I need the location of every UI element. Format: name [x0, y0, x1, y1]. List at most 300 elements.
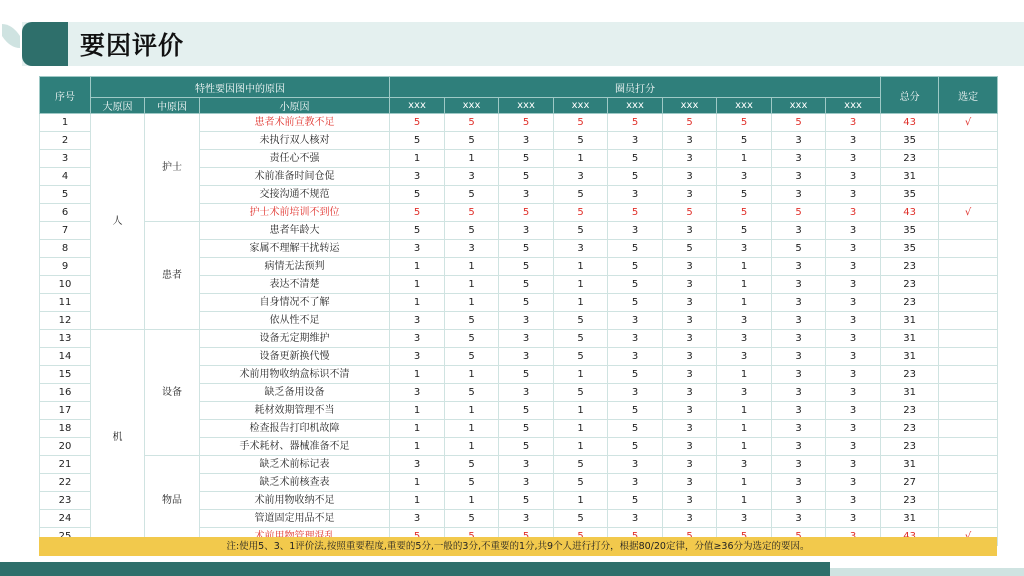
- row-index: 8: [40, 240, 91, 258]
- row-index: 12: [40, 312, 91, 330]
- score-cell: 3: [772, 492, 826, 510]
- score-cell: 3: [663, 276, 717, 294]
- score-cell: 5: [445, 204, 499, 222]
- header-total: 总分: [881, 77, 939, 114]
- small-cause-cell: 交接沟通不规范: [200, 186, 390, 204]
- small-cause-cell: 管道固定用品不足: [200, 510, 390, 528]
- score-cell: 5: [499, 492, 554, 510]
- score-cell: 3: [608, 132, 663, 150]
- score-cell: 5: [499, 240, 554, 258]
- mid-cause-cell: 护士: [145, 114, 200, 222]
- row-index: 21: [40, 456, 91, 474]
- score-cell: 5: [499, 258, 554, 276]
- score-cell: 5: [445, 384, 499, 402]
- score-cell: 3: [826, 384, 881, 402]
- score-cell: 5: [554, 456, 608, 474]
- score-cell: 3: [663, 258, 717, 276]
- total-cell: 23: [881, 366, 939, 384]
- row-index: 20: [40, 438, 91, 456]
- score-cell: 1: [390, 294, 445, 312]
- score-cell: 1: [717, 276, 772, 294]
- score-cell: 3: [663, 456, 717, 474]
- score-cell: 1: [554, 402, 608, 420]
- score-cell: 5: [445, 222, 499, 240]
- score-cell: 5: [554, 222, 608, 240]
- score-cell: 3: [445, 168, 499, 186]
- score-cell: 3: [499, 330, 554, 348]
- score-cell: 1: [554, 276, 608, 294]
- row-index: 14: [40, 348, 91, 366]
- score-cell: 3: [608, 330, 663, 348]
- selected-cell: [939, 150, 998, 168]
- score-cell: 3: [772, 186, 826, 204]
- score-cell: 3: [390, 240, 445, 258]
- score-cell: 5: [445, 312, 499, 330]
- score-cell: 5: [608, 366, 663, 384]
- small-cause-cell: 设备更新换代慢: [200, 348, 390, 366]
- score-cell: 1: [554, 150, 608, 168]
- small-cause-cell: 缺乏术前核查表: [200, 474, 390, 492]
- small-cause-cell: 耗材效期管理不当: [200, 402, 390, 420]
- score-cell: 3: [554, 240, 608, 258]
- score-cell: 3: [608, 312, 663, 330]
- score-cell: 5: [554, 204, 608, 222]
- small-cause-cell: 检查报告打印机故障: [200, 420, 390, 438]
- score-cell: 5: [608, 438, 663, 456]
- selected-cell: [939, 330, 998, 348]
- row-index: 10: [40, 276, 91, 294]
- small-cause-cell: 家属不理解干扰转运: [200, 240, 390, 258]
- header-rater: xxx: [663, 98, 717, 114]
- row-index: 23: [40, 492, 91, 510]
- corner-decoration-icon: [0, 22, 22, 50]
- footnote: 注:使用5、3、1评价法,按照重要程度,重要的5分,一般的3分,不重要的1分,共9个人进行打分，根据80/20定律，分值≥36分为选定的要因。: [39, 537, 997, 556]
- score-cell: 3: [826, 294, 881, 312]
- score-cell: 1: [390, 150, 445, 168]
- score-cell: 3: [390, 330, 445, 348]
- total-cell: 23: [881, 420, 939, 438]
- selected-cell: [939, 384, 998, 402]
- score-cell: 5: [499, 366, 554, 384]
- small-cause-cell: 缺乏术前标记表: [200, 456, 390, 474]
- score-cell: 3: [772, 366, 826, 384]
- small-cause-cell: 术前用物收纳盒标识不清: [200, 366, 390, 384]
- score-cell: 5: [554, 312, 608, 330]
- score-cell: 1: [390, 474, 445, 492]
- score-cell: 5: [608, 204, 663, 222]
- score-cell: 5: [554, 186, 608, 204]
- score-cell: 3: [826, 312, 881, 330]
- score-cell: 5: [445, 510, 499, 528]
- score-cell: 1: [390, 258, 445, 276]
- total-cell: 31: [881, 312, 939, 330]
- title-accent-block: [22, 22, 68, 66]
- score-cell: 5: [717, 114, 772, 132]
- row-index: 24: [40, 510, 91, 528]
- score-cell: 5: [608, 276, 663, 294]
- score-cell: 3: [663, 348, 717, 366]
- header-mid-cause: 中原因: [145, 98, 200, 114]
- page-title: 要因评价: [80, 31, 185, 60]
- score-cell: 3: [499, 186, 554, 204]
- score-cell: 3: [390, 348, 445, 366]
- score-cell: 3: [826, 168, 881, 186]
- score-cell: 3: [663, 150, 717, 168]
- row-index: 7: [40, 222, 91, 240]
- score-cell: 3: [772, 258, 826, 276]
- score-cell: 5: [608, 420, 663, 438]
- score-cell: 3: [826, 348, 881, 366]
- score-cell: 5: [554, 132, 608, 150]
- score-cell: 5: [554, 474, 608, 492]
- small-cause-cell: 术前用物收纳不足: [200, 492, 390, 510]
- score-cell: 5: [608, 294, 663, 312]
- score-cell: 5: [772, 114, 826, 132]
- small-cause-cell: 护士术前培训不到位: [200, 204, 390, 222]
- score-cell: 3: [608, 222, 663, 240]
- row-index: 2: [40, 132, 91, 150]
- score-cell: 5: [499, 294, 554, 312]
- header-rater: xxx: [608, 98, 663, 114]
- score-cell: 1: [445, 438, 499, 456]
- selected-cell: [939, 348, 998, 366]
- selected-cell: [939, 474, 998, 492]
- score-cell: 1: [717, 474, 772, 492]
- score-cell: 5: [445, 186, 499, 204]
- score-cell: 5: [499, 204, 554, 222]
- score-cell: 5: [499, 276, 554, 294]
- score-cell: 5: [445, 114, 499, 132]
- row-index: 5: [40, 186, 91, 204]
- score-cell: 1: [554, 258, 608, 276]
- score-cell: 1: [554, 420, 608, 438]
- total-cell: 35: [881, 132, 939, 150]
- score-cell: 5: [445, 456, 499, 474]
- total-cell: 31: [881, 510, 939, 528]
- score-cell: 1: [554, 366, 608, 384]
- score-cell: 5: [554, 330, 608, 348]
- score-cell: 1: [717, 402, 772, 420]
- score-cell: 3: [772, 348, 826, 366]
- score-cell: 1: [717, 294, 772, 312]
- header-cause-group: 特性要因图中的原因: [91, 77, 390, 98]
- score-cell: 3: [826, 114, 881, 132]
- score-cell: 1: [390, 366, 445, 384]
- footer-bar-light: [830, 568, 1024, 576]
- score-cell: 3: [390, 168, 445, 186]
- total-cell: 31: [881, 456, 939, 474]
- small-cause-cell: 术前准备时间仓促: [200, 168, 390, 186]
- total-cell: 23: [881, 276, 939, 294]
- row-index: 22: [40, 474, 91, 492]
- score-cell: 3: [717, 348, 772, 366]
- score-cell: 3: [663, 492, 717, 510]
- score-cell: 3: [826, 420, 881, 438]
- evaluation-table: [39, 76, 998, 546]
- score-cell: 1: [445, 420, 499, 438]
- small-cause-cell: 设备无定期维护: [200, 330, 390, 348]
- total-cell: 31: [881, 384, 939, 402]
- header-rater: xxx: [390, 98, 445, 114]
- score-cell: 3: [608, 186, 663, 204]
- score-cell: 3: [554, 168, 608, 186]
- score-cell: 5: [554, 510, 608, 528]
- score-cell: 3: [663, 402, 717, 420]
- score-cell: 5: [390, 204, 445, 222]
- total-cell: 43: [881, 114, 939, 132]
- small-cause-cell: 责任心不强: [200, 150, 390, 168]
- mid-cause-cell: 设备: [145, 330, 200, 456]
- small-cause-cell: 表达不清楚: [200, 276, 390, 294]
- score-cell: 3: [499, 474, 554, 492]
- score-cell: 5: [499, 114, 554, 132]
- score-cell: 3: [499, 312, 554, 330]
- table-row: [40, 330, 998, 348]
- big-cause-cell: 机: [91, 330, 145, 546]
- score-cell: 1: [554, 438, 608, 456]
- header-index: 序号: [40, 77, 91, 114]
- score-cell: 5: [499, 150, 554, 168]
- score-cell: 3: [717, 312, 772, 330]
- header-rater: xxx: [554, 98, 608, 114]
- row-index: 1: [40, 114, 91, 132]
- score-cell: 5: [390, 132, 445, 150]
- header-rater: xxx: [499, 98, 554, 114]
- score-cell: 1: [390, 402, 445, 420]
- small-cause-cell: 依从性不足: [200, 312, 390, 330]
- small-cause-cell: 病情无法预判: [200, 258, 390, 276]
- row-index: 6: [40, 204, 91, 222]
- score-cell: 3: [717, 240, 772, 258]
- score-cell: 3: [772, 456, 826, 474]
- score-cell: 1: [554, 294, 608, 312]
- score-cell: 5: [608, 402, 663, 420]
- selected-cell: [939, 222, 998, 240]
- score-cell: 3: [772, 222, 826, 240]
- score-cell: 5: [608, 492, 663, 510]
- score-cell: 3: [663, 222, 717, 240]
- score-cell: 3: [717, 510, 772, 528]
- score-cell: 3: [826, 276, 881, 294]
- table-row: [40, 114, 998, 132]
- header-rater: xxx: [826, 98, 881, 114]
- total-cell: 23: [881, 492, 939, 510]
- score-cell: 3: [663, 312, 717, 330]
- score-cell: 5: [499, 420, 554, 438]
- score-cell: 3: [772, 438, 826, 456]
- selected-cell: [939, 240, 998, 258]
- score-cell: 3: [608, 348, 663, 366]
- mid-cause-cell: 物品: [145, 456, 200, 546]
- selected-cell: [939, 402, 998, 420]
- score-cell: 1: [445, 294, 499, 312]
- total-cell: 27: [881, 474, 939, 492]
- header-rater: xxx: [445, 98, 499, 114]
- score-cell: 3: [499, 510, 554, 528]
- selected-cell: √: [939, 204, 998, 222]
- score-cell: 1: [390, 276, 445, 294]
- score-cell: 5: [608, 258, 663, 276]
- score-cell: 5: [499, 402, 554, 420]
- selected-cell: [939, 186, 998, 204]
- row-index: 13: [40, 330, 91, 348]
- score-cell: 3: [608, 456, 663, 474]
- selected-cell: [939, 168, 998, 186]
- total-cell: 23: [881, 150, 939, 168]
- score-cell: 3: [663, 420, 717, 438]
- total-cell: 31: [881, 348, 939, 366]
- total-cell: 23: [881, 438, 939, 456]
- score-cell: 3: [772, 294, 826, 312]
- score-cell: 3: [663, 366, 717, 384]
- score-cell: 3: [772, 312, 826, 330]
- score-cell: 5: [554, 384, 608, 402]
- score-cell: 3: [826, 186, 881, 204]
- score-cell: 3: [826, 132, 881, 150]
- selected-cell: [939, 456, 998, 474]
- header-rater: xxx: [717, 98, 772, 114]
- score-cell: 3: [826, 150, 881, 168]
- row-index: 4: [40, 168, 91, 186]
- score-cell: 3: [499, 456, 554, 474]
- score-cell: 3: [663, 438, 717, 456]
- score-cell: 1: [554, 492, 608, 510]
- score-cell: 3: [826, 492, 881, 510]
- score-cell: 1: [445, 366, 499, 384]
- selected-cell: [939, 132, 998, 150]
- selected-cell: [939, 312, 998, 330]
- score-cell: 1: [717, 150, 772, 168]
- score-cell: 5: [772, 240, 826, 258]
- score-cell: 5: [499, 168, 554, 186]
- score-cell: 1: [445, 492, 499, 510]
- score-cell: 5: [663, 240, 717, 258]
- score-cell: 3: [663, 132, 717, 150]
- header-small-cause: 小原因: [200, 98, 390, 114]
- score-cell: 1: [390, 492, 445, 510]
- score-cell: 3: [663, 168, 717, 186]
- score-cell: 3: [772, 168, 826, 186]
- score-cell: 3: [390, 384, 445, 402]
- score-cell: 3: [608, 474, 663, 492]
- table-body: [40, 114, 998, 546]
- small-cause-cell: 患者年龄大: [200, 222, 390, 240]
- score-cell: 5: [663, 204, 717, 222]
- score-cell: 5: [608, 168, 663, 186]
- score-cell: 3: [772, 150, 826, 168]
- score-cell: 3: [499, 384, 554, 402]
- score-cell: 1: [717, 492, 772, 510]
- total-cell: 35: [881, 222, 939, 240]
- selected-cell: √: [939, 114, 998, 132]
- header-score-group: 圈员打分: [390, 77, 881, 98]
- total-cell: 31: [881, 330, 939, 348]
- total-cell: 35: [881, 240, 939, 258]
- score-cell: 5: [445, 474, 499, 492]
- score-cell: 3: [499, 348, 554, 366]
- score-cell: 5: [717, 204, 772, 222]
- score-cell: 5: [772, 204, 826, 222]
- score-cell: 1: [390, 438, 445, 456]
- score-cell: 3: [826, 258, 881, 276]
- score-cell: 3: [608, 384, 663, 402]
- score-cell: 5: [717, 132, 772, 150]
- score-cell: 3: [826, 474, 881, 492]
- score-cell: 3: [663, 294, 717, 312]
- score-cell: 5: [554, 348, 608, 366]
- score-cell: 3: [826, 222, 881, 240]
- row-index: 17: [40, 402, 91, 420]
- selected-cell: [939, 492, 998, 510]
- small-cause-cell: 手术耗材、器械准备不足: [200, 438, 390, 456]
- score-cell: 3: [826, 366, 881, 384]
- score-cell: 3: [772, 132, 826, 150]
- small-cause-cell: 缺乏备用设备: [200, 384, 390, 402]
- score-cell: 3: [826, 438, 881, 456]
- score-cell: 3: [663, 330, 717, 348]
- score-cell: 3: [663, 384, 717, 402]
- score-cell: 1: [445, 402, 499, 420]
- selected-cell: [939, 438, 998, 456]
- score-cell: 1: [445, 258, 499, 276]
- footer-bar: [0, 562, 830, 576]
- score-cell: 3: [663, 474, 717, 492]
- small-cause-cell: 自身情况不了解: [200, 294, 390, 312]
- row-index: 15: [40, 366, 91, 384]
- total-cell: 31: [881, 168, 939, 186]
- score-cell: 3: [772, 474, 826, 492]
- score-cell: 3: [390, 510, 445, 528]
- row-index: 16: [40, 384, 91, 402]
- selected-cell: [939, 420, 998, 438]
- mid-cause-cell: 患者: [145, 222, 200, 330]
- score-cell: 3: [717, 330, 772, 348]
- small-cause-cell: 未执行双人核对: [200, 132, 390, 150]
- total-cell: 23: [881, 258, 939, 276]
- row-index: 11: [40, 294, 91, 312]
- total-cell: 23: [881, 402, 939, 420]
- score-cell: 5: [390, 114, 445, 132]
- score-cell: 1: [717, 366, 772, 384]
- score-cell: 3: [663, 510, 717, 528]
- row-index: 9: [40, 258, 91, 276]
- score-cell: 3: [772, 420, 826, 438]
- score-cell: 1: [445, 276, 499, 294]
- score-cell: 5: [445, 348, 499, 366]
- selected-cell: [939, 366, 998, 384]
- header-select: 选定: [939, 77, 998, 114]
- score-cell: 5: [445, 330, 499, 348]
- row-index: 3: [40, 150, 91, 168]
- table-row: [40, 222, 998, 240]
- total-cell: 43: [881, 204, 939, 222]
- score-cell: 3: [390, 456, 445, 474]
- small-cause-cell: 患者术前宣教不足: [200, 114, 390, 132]
- score-cell: 5: [717, 222, 772, 240]
- score-cell: 3: [499, 222, 554, 240]
- score-cell: 3: [772, 276, 826, 294]
- score-cell: 1: [390, 420, 445, 438]
- selected-cell: [939, 258, 998, 276]
- big-cause-cell: 人: [91, 114, 145, 330]
- score-cell: 3: [826, 330, 881, 348]
- score-cell: 3: [499, 132, 554, 150]
- total-cell: 23: [881, 294, 939, 312]
- score-cell: 5: [390, 222, 445, 240]
- score-cell: 3: [717, 456, 772, 474]
- score-cell: 5: [390, 186, 445, 204]
- header-rater: xxx: [772, 98, 826, 114]
